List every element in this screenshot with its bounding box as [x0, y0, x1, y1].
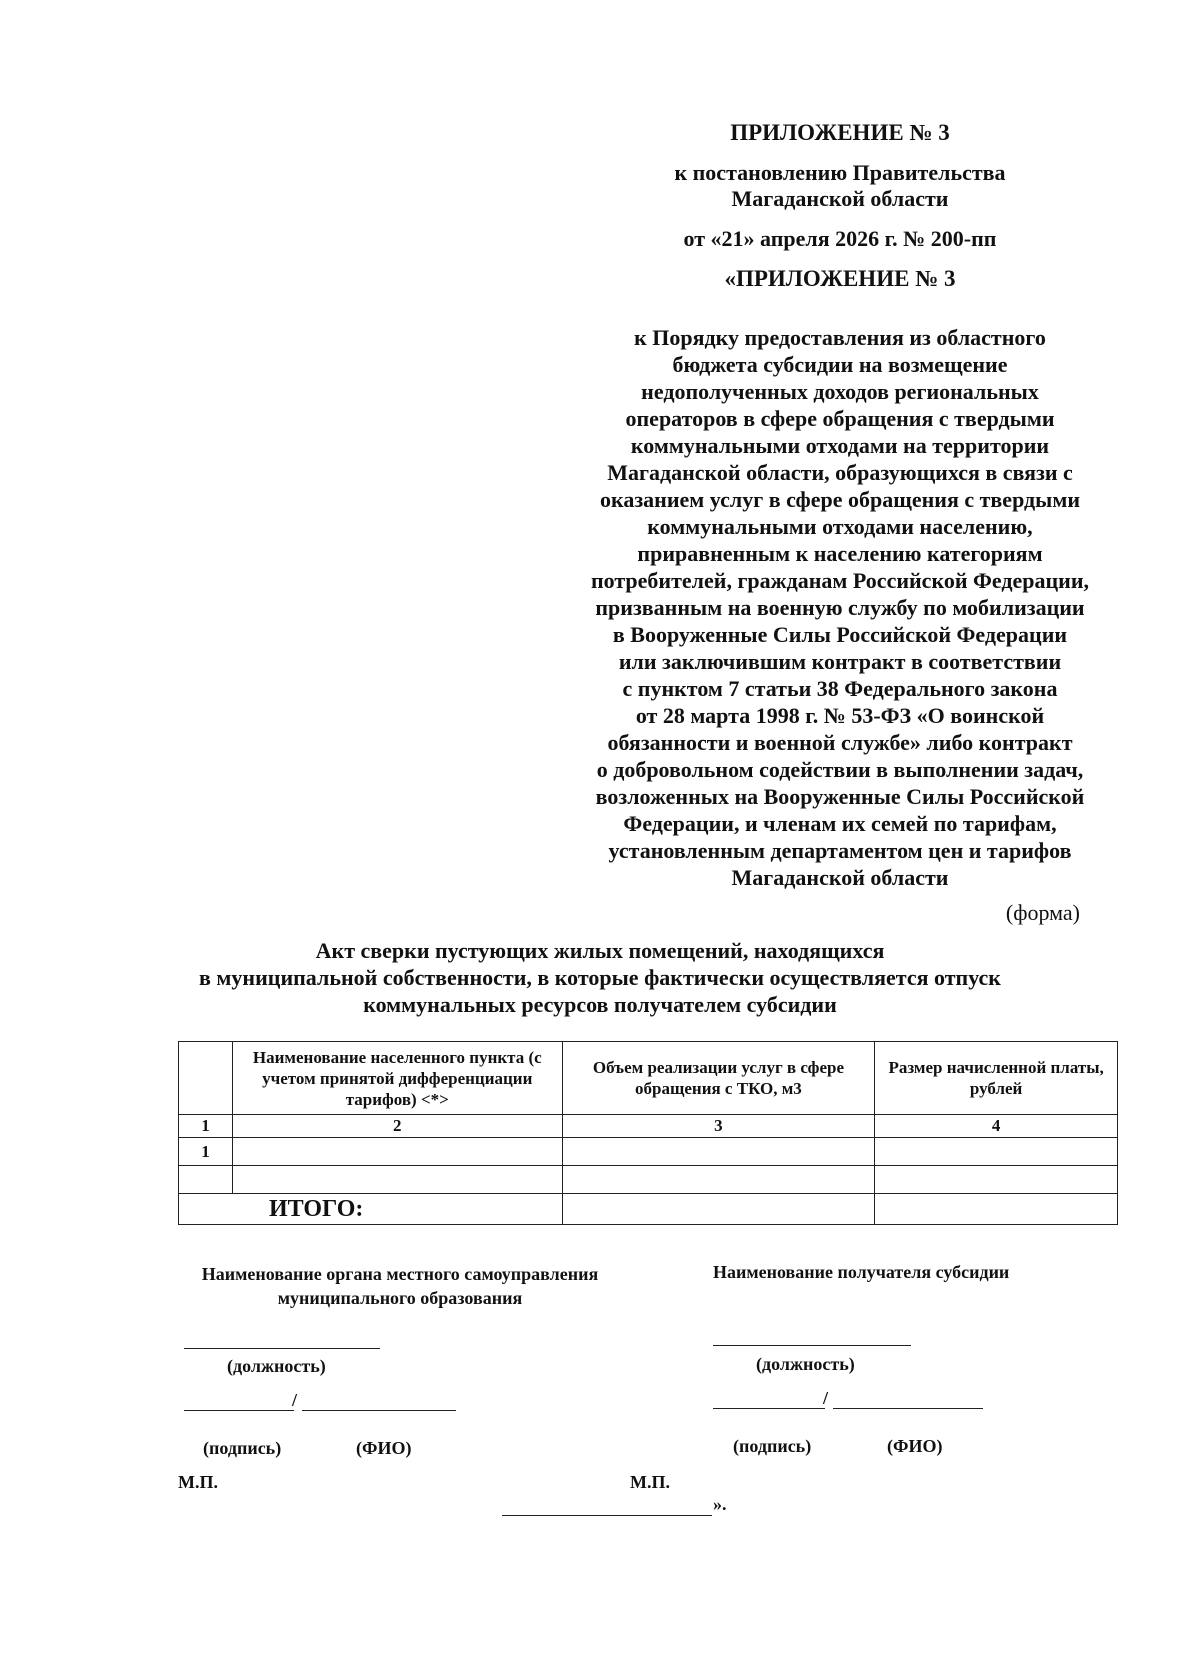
table-row — [179, 1166, 1118, 1194]
left-slash: / — [292, 1390, 298, 1410]
order-line: или заключившим контракт в соответствии — [618, 649, 1062, 674]
order-line: Магаданской области — [731, 865, 949, 890]
left-org-line: муниципального образования — [277, 1288, 523, 1308]
column-number-row — [179, 1115, 1118, 1138]
table-header-cell: Объем реализации услуг в сфере обращения с ТКО, м3 — [562, 1042, 875, 1115]
resolution-ref-line1: к постановлению Правительства — [674, 160, 1006, 185]
order-line: коммунальными отходами населению, — [647, 514, 1033, 539]
table-cell — [875, 1138, 1118, 1166]
total-cell — [875, 1194, 1118, 1225]
table-cell — [232, 1138, 562, 1166]
order-line: Магаданской области, образующихся в связи с — [607, 460, 1073, 485]
left-name-caption: (ФИО) — [356, 1438, 412, 1458]
left-position-line — [184, 1348, 380, 1349]
inner-appendix-number: «ПРИЛОЖЕНИЕ № 3 — [724, 266, 956, 291]
left-org-line: Наименование органа местного самоуправления — [201, 1264, 599, 1284]
order-line: возложенных на Вооруженные Силы Российской — [595, 784, 1085, 809]
right-org-name: Наименование получателя субсидии — [713, 1262, 1010, 1282]
left-org-name — [180, 1262, 620, 1310]
table-cell — [179, 1166, 233, 1194]
left-sign-line — [184, 1410, 294, 1411]
act-title-line: коммунальных ресурсов получателем субсидии — [363, 992, 837, 1017]
order-line: потребителей, гражданам Российской Федерации, — [590, 568, 1090, 593]
order-line: призванным на военную службу по мобилизации — [595, 595, 1085, 620]
order-line: о добровольном содействии в выполнении задач, — [596, 757, 1084, 782]
total-label: ИТОГО: — [179, 1194, 563, 1225]
right-sign-caption: (подпись) — [733, 1436, 812, 1456]
order-line: с пунктом 7 статьи 38 Федерального закона — [622, 676, 1058, 701]
order-line: установленным департаментом цен и тарифов — [608, 838, 1072, 863]
act-title — [150, 937, 1050, 1018]
order-line: недополученных доходов региональных — [641, 379, 1039, 404]
table-header-cell: Наименование населенного пункта (с учетом принятой дифференциации тарифов) <*> — [232, 1042, 562, 1115]
right-position-caption: (должность) — [756, 1354, 855, 1374]
total-cell — [562, 1194, 875, 1225]
column-number: 3 — [562, 1115, 875, 1138]
column-number: 2 — [232, 1115, 562, 1138]
order-line: коммунальными отходами на территории — [630, 433, 1050, 458]
order-line: бюджета субсидии на возмещение — [672, 352, 1008, 377]
right-name-caption: (ФИО) — [887, 1436, 943, 1456]
table-cell — [562, 1166, 875, 1194]
order-line: операторов в сфере обращения с твердыми — [625, 406, 1055, 431]
reconciliation-table — [178, 1041, 1118, 1225]
table-cell — [232, 1166, 562, 1194]
column-number: 4 — [875, 1115, 1118, 1138]
right-name-line — [833, 1408, 983, 1409]
order-line: к Порядку предоставления из областного — [634, 325, 1046, 350]
closing-line — [502, 1515, 712, 1516]
appendix-header — [580, 120, 1100, 292]
right-stamp-label: М.П. — [630, 1472, 670, 1492]
order-line: в Вооруженные Силы Российской Федерации — [612, 622, 1068, 647]
left-position-caption: (должность) — [227, 1356, 326, 1376]
column-number: 1 — [179, 1115, 233, 1138]
order-line: Федерации, и членам их семей по тарифам, — [623, 811, 1057, 836]
left-sign-caption: (подпись) — [203, 1438, 282, 1458]
table-header-cell: Размер начисленной платы, рублей — [875, 1042, 1118, 1115]
appendix-number: ПРИЛОЖЕНИЕ № 3 — [730, 120, 950, 145]
table-cell — [875, 1166, 1118, 1194]
table-cell — [562, 1138, 875, 1166]
right-slash: / — [823, 1388, 829, 1408]
act-title-line: Акт сверки пустующих жилых помещений, находящихся — [315, 938, 885, 963]
order-line: оказанием услуг в сфере обращения с твердыми — [599, 487, 1080, 512]
right-sign-line — [713, 1408, 825, 1409]
act-title-line: в муниципальной собственности, в которые фактически осуществляется отпуск — [199, 965, 1001, 990]
table-header-cell — [179, 1042, 233, 1115]
order-reference — [560, 324, 1120, 891]
form-label: (форма) — [1005, 900, 1080, 925]
table-header-row — [179, 1042, 1118, 1115]
resolution-ref-line2: Магаданской области — [731, 186, 949, 211]
closing-quote: ». — [713, 1494, 727, 1514]
table-row — [179, 1138, 1118, 1166]
table-cell: 1 — [179, 1138, 233, 1166]
order-line: обязанности и военной службе» либо контракт — [607, 730, 1073, 755]
resolution-date: от «21» апреля 2026 г. № 200-пп — [683, 226, 997, 251]
left-name-line — [302, 1410, 456, 1411]
order-line: приравненным к населению категориям — [637, 541, 1043, 566]
right-position-line — [713, 1345, 911, 1346]
total-row — [179, 1194, 1118, 1225]
order-line: от 28 марта 1998 г. № 53-ФЗ «О воинской — [635, 703, 1045, 728]
left-stamp-label: М.П. — [178, 1472, 218, 1492]
